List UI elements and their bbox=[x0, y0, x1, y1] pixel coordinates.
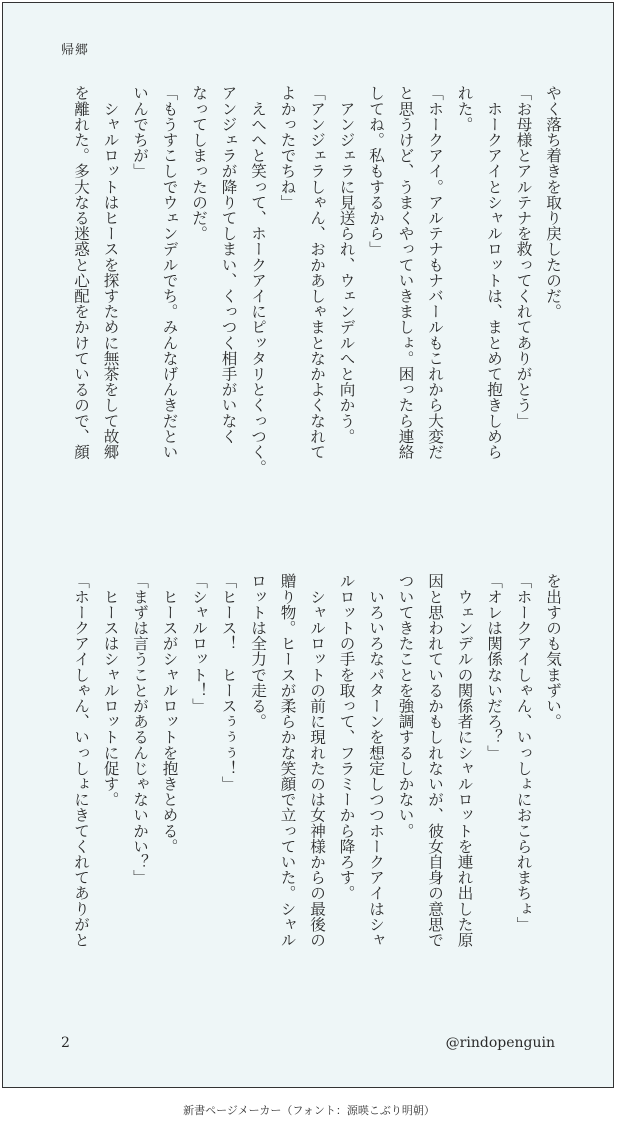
text-column: 「アンジェラしゃん、おかあしゃまとなかよくなれて bbox=[308, 85, 326, 460]
text-column: ホークアイとシャルロットは、まとめて抱きしめら bbox=[485, 85, 503, 460]
text-column: を出すのも気まずい。 bbox=[544, 573, 562, 729]
text-column: 「ホークアイしゃん、いっしょにきてくれてありがと bbox=[72, 573, 90, 948]
text-column: やく落ち着きを取り戻したのだ。 bbox=[544, 85, 562, 319]
text-column: アンジェラに見送られ、ウェンデルへと向かう。 bbox=[337, 85, 356, 444]
author-handle: @rindopenguin bbox=[445, 1035, 555, 1051]
book-page bbox=[2, 2, 614, 1088]
text-column: いろいろなパターンを想定しつつホークアイはシャ bbox=[367, 573, 385, 948]
text-column: いんでちが」 bbox=[131, 85, 149, 179]
text-column: ルロットの手を取って、フラミーから降ろす。 bbox=[337, 573, 356, 901]
text-column: ロットは全力で走る。 bbox=[249, 573, 267, 729]
chapter-title: 帰郷 bbox=[61, 43, 90, 58]
text-column: 「シャルロット！」 bbox=[190, 573, 208, 714]
text-column: ヒースがシャルロットを抱きとめる。 bbox=[160, 573, 179, 854]
upper-text-block bbox=[66, 85, 568, 535]
text-column: アンジェラが降りてしまい、くっつく相手がいなく bbox=[219, 85, 238, 444]
generator-credit: 新書ページメーカー（フォント：源暎こぶり明朝） bbox=[183, 1104, 435, 1117]
text-column: よかったでちね」 bbox=[278, 85, 297, 210]
page-number: 2 bbox=[61, 1035, 70, 1051]
text-column: 「ホークアイ。アルテナもナバールもこれから大変だ bbox=[426, 85, 444, 460]
text-column: れた。 bbox=[455, 85, 474, 132]
text-column: 「お母様とアルテナを救ってくれてありがとう」 bbox=[514, 85, 533, 429]
text-column: 因と思われているかもしれないが、彼女自身の意思で bbox=[426, 573, 444, 948]
text-column: ウェンデルの関係者にシャルロットを連れ出した原 bbox=[455, 573, 474, 948]
text-column: なってしまったのだ。 bbox=[190, 85, 208, 241]
text-column: シャルロットはヒースを探すために無茶をして故郷 bbox=[101, 85, 120, 460]
text-column: 「まずは言うことがあるんじゃないかい？」 bbox=[131, 573, 149, 885]
text-column: 「もうすこしでウェンデルでち。みんなげんきだとい bbox=[160, 85, 179, 460]
text-column: 「ヒース！ ヒースぅぅぅ！」 bbox=[219, 573, 238, 792]
text-column: 「ホークアイしゃん、いっしょにおこられまちょ」 bbox=[514, 573, 533, 932]
text-column: してね。私もするから」 bbox=[367, 85, 385, 257]
text-column: 「オレは関係ないだろ？」 bbox=[485, 573, 503, 761]
text-column: ついてきたことを強調するしかない。 bbox=[396, 573, 415, 839]
lower-text-block bbox=[66, 573, 568, 1023]
text-column: ヒースはシャルロットに促す。 bbox=[101, 573, 120, 807]
text-column: えへへと笑って、ホークアイにピッタリとくっつく。 bbox=[249, 85, 267, 475]
text-column: と思うけど、うまくやっていきましょ。困ったら連絡 bbox=[396, 85, 415, 460]
text-column: を離れた。多大なる迷惑と心配をかけているので、顔 bbox=[72, 85, 90, 460]
text-column: シャルロットの前に現れたのは女神様からの最後の bbox=[308, 573, 326, 948]
text-column: 贈り物。ヒースが柔らかな笑顔で立っていた。シャル bbox=[278, 573, 297, 948]
